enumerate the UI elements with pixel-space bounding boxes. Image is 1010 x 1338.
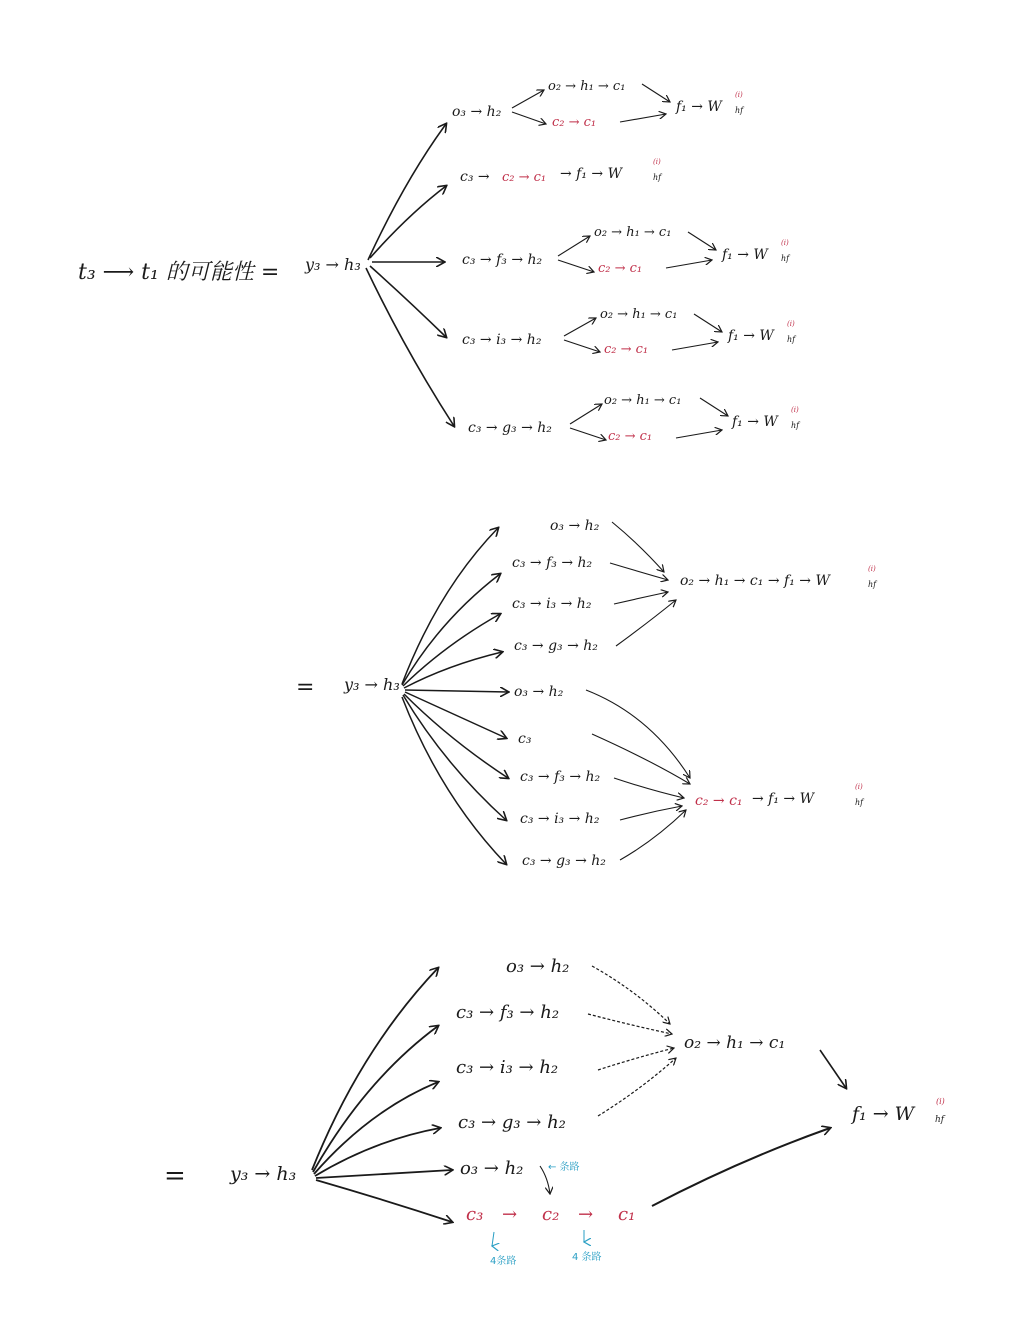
section-2 [296, 518, 878, 869]
s1-b4-tail: f₁ → W [728, 328, 774, 344]
s2-upper-wsup: (i) [868, 565, 876, 573]
s2-item-2: c₃ → f₃ → h₂ [512, 555, 593, 571]
s1-b4-head: c₃ → i₃ → h₂ [462, 332, 542, 348]
s3-red-c1: c₁ [618, 1204, 636, 1225]
s1-b4-upper: o₂ → h₁ → c₁ [600, 307, 678, 322]
s3-merge-arrows [588, 966, 676, 1116]
s3-item-2: c₃ → f₃ → h₂ [456, 1002, 560, 1023]
s2-lower-wsup: (i) [855, 783, 863, 791]
s1-b4-lower: c₂ → c₁ [604, 342, 649, 357]
s1-b1-wsup: (i) [735, 91, 743, 99]
s3-item-5: o₃ → h₂ [460, 1158, 524, 1179]
s3-note-c3: 4条路 [490, 1256, 517, 1267]
s1-b1-tail: f₁ → W [676, 99, 722, 115]
s2-equals: = [296, 675, 315, 700]
s1-b4-wsub: hf [787, 335, 796, 344]
section-3 [164, 956, 946, 1267]
s2-lower-target-tail: → f₁ → W [752, 791, 814, 807]
s3-red-c2: c₂ [542, 1204, 560, 1225]
s2-merge-arrows [586, 522, 690, 860]
s2-root: y₃ → h₃ [344, 675, 400, 694]
s1-b2-tail: → f₁ → W [560, 166, 622, 182]
s1-b3-wsub: hf [781, 254, 790, 263]
s2-upper-target: o₂ → h₁ → c₁ → f₁ → W [680, 573, 830, 589]
s1-b3-wsup: (i) [781, 239, 789, 247]
s2-lower-target-red: c₂ → c₁ [695, 793, 743, 809]
s1-b2-wsup: (i) [653, 158, 661, 166]
s2-item-1: o₃ → h₂ [550, 518, 600, 534]
s3-item-4: c₃ → g₃ → h₂ [458, 1112, 566, 1133]
s1-b1-upper: o₂ → h₁ → c₁ [548, 79, 626, 94]
s1-b2-head: c₃ → [460, 169, 490, 185]
s2-item-9: c₃ → g₃ → h₂ [522, 853, 606, 869]
s3-red-c3: c₃ [466, 1204, 484, 1225]
s1-b2-mid: c₂ → c₁ [502, 170, 547, 185]
s3-merge-node: o₂ → h₁ → c₁ [684, 1033, 786, 1053]
s3-equals: = [164, 1161, 186, 1191]
s3-note-c2: 4 条路 [572, 1252, 602, 1263]
s1-b4-wsup: (i) [787, 320, 795, 328]
s3-note-arrow-c3 [492, 1232, 494, 1246]
s2-item-7: c₃ → f₃ → h₂ [520, 769, 601, 785]
s3-wsup: (i) [936, 1097, 945, 1106]
s2-lower-wsub: hf [855, 798, 864, 807]
s2-upper-wsub: hf [868, 580, 877, 589]
s3-final: f₁ → W [852, 1103, 915, 1125]
s3-note-side: ← 条路 [548, 1162, 580, 1173]
s3-root: y₃ → h₃ [230, 1163, 297, 1185]
s1-b2-wsub: hf [653, 173, 662, 182]
s1-b5-wsub: hf [791, 421, 800, 430]
s1-branch-4 [462, 307, 797, 357]
s1-branch-3 [462, 225, 791, 276]
s3-red-arrow-2: → [578, 1204, 594, 1225]
s2-item-5: o₃ → h₂ [514, 684, 564, 700]
s1-b5-tail: f₁ → W [732, 414, 778, 430]
s1-root: y₃ → h₃ [305, 255, 361, 274]
section-1 [78, 79, 801, 444]
lhs-expression: t₃ ⟶ t₁ 的可能性 = [78, 260, 280, 285]
s3-fan-arrows [312, 968, 452, 1222]
s3-item-1: o₃ → h₂ [506, 956, 570, 977]
s1-b3-tail: f₁ → W [722, 247, 768, 263]
s3-red-chain [466, 1204, 635, 1225]
s3-wsub: hf [935, 1115, 945, 1125]
s1-b5-wsup: (i) [791, 406, 799, 414]
s1-b1-head: o₃ → h₂ [452, 104, 502, 120]
s3-red-arrow-1: → [502, 1204, 518, 1225]
s2-item-4: c₃ → g₃ → h₂ [514, 638, 598, 654]
s1-b3-upper: o₂ → h₁ → c₁ [594, 225, 672, 240]
s1-branch-1 [452, 79, 745, 130]
s2-item-3: c₃ → i₃ → h₂ [512, 596, 592, 612]
s1-b5-upper: o₂ → h₁ → c₁ [604, 393, 682, 408]
s1-b5-head: c₃ → g₃ → h₂ [468, 420, 552, 436]
s1-b3-lower: c₂ → c₁ [598, 261, 643, 276]
s1-b1-wsub: hf [735, 106, 744, 115]
s1-b3-head: c₃ → f₃ → h₂ [462, 252, 543, 268]
s3-c1-to-f1-arrow [820, 1050, 846, 1088]
s1-b5-lower: c₂ → c₁ [608, 429, 653, 444]
s1-branch-5 [468, 393, 801, 444]
s2-fan-arrows [402, 528, 508, 864]
s1-branch-2 [460, 158, 663, 185]
s2-item-6: c₃ [518, 731, 532, 747]
s3-red-to-f1-arrow [652, 1128, 830, 1206]
s3-item-3: c₃ → i₃ → h₂ [456, 1057, 559, 1078]
s1-b1-lower: c₂ → c₁ [552, 115, 597, 130]
s1-fan-arrows [366, 124, 454, 426]
s2-item-8: c₃ → i₃ → h₂ [520, 811, 600, 827]
